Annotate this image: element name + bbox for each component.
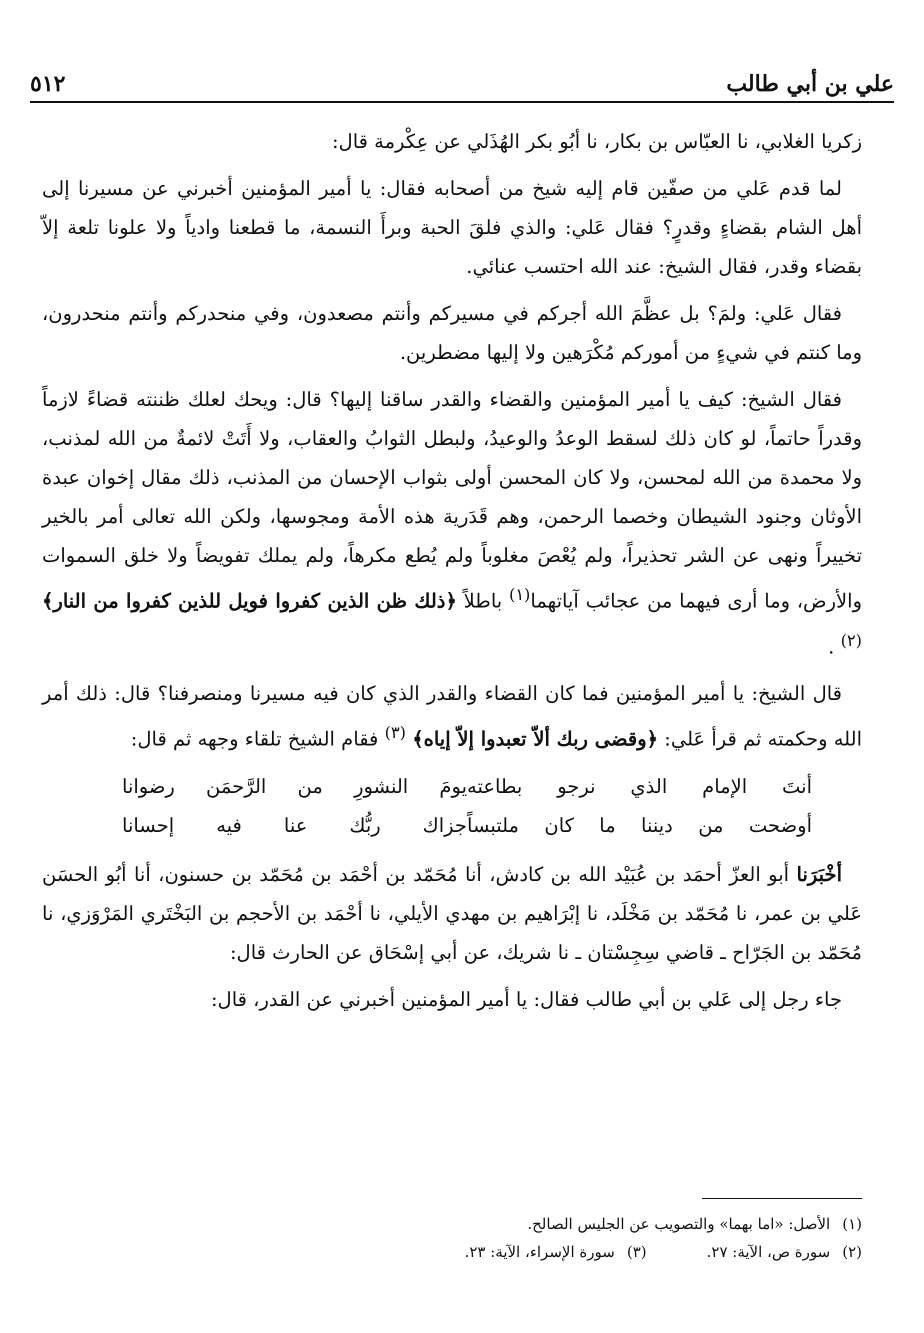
paragraph-text: باطلاً	[456, 589, 509, 613]
paragraph-text: فقام الشيخ تلقاء وجهه ثم قال:	[130, 727, 385, 751]
main-text	[42, 122, 862, 1027]
hemistich: جزاك ربُّك عنا فيه إحسانا	[122, 813, 467, 837]
poem	[42, 767, 862, 845]
paragraph-lead: أخْبَرَنا	[796, 862, 842, 886]
footnote-text: سورة ص، الآية: ٢٧.	[706, 1243, 831, 1261]
footnote-row	[42, 1238, 862, 1266]
quran-quote: ﴿وقضى ربك ألاّ تعبدوا إلاّ إياه﴾	[412, 727, 659, 751]
footnote	[707, 1238, 862, 1266]
footnote-number: (١)	[842, 1215, 862, 1233]
paragraph-text: .	[828, 635, 841, 658]
footnote-separator	[702, 1198, 862, 1199]
footnote	[42, 1210, 862, 1238]
footnote-number: (٢)	[842, 1243, 862, 1261]
hemistich: أنتَ الإمام الذي نرجو بطاعته	[467, 774, 812, 798]
paragraph	[42, 855, 862, 972]
paragraph	[42, 674, 862, 759]
hemistich: يومَ النشورِ من الرَّحمَن رضوانا	[122, 774, 467, 798]
footnote-ref: (٢)	[840, 630, 862, 650]
page-header	[30, 55, 894, 103]
paragraph: فقال عَلي: ولمَ؟ بل عظَّمَ الله أجركم في مسيركم وأنتم مصعدون، وفي منحدركم وأنتم منحدرون، وما كنتم في شيءٍ من أموركم مُكْرَهين ولا إليها مضطرين.	[42, 302, 862, 364]
paragraph: جاء رجل إلى عَلي بن أبي طالب فقال: يا أمير المؤمنين أخبرني عن القدر، قال:	[210, 987, 842, 1011]
paragraph	[42, 380, 862, 666]
footnote-number: (٣)	[626, 1243, 647, 1261]
verse-line	[42, 767, 862, 806]
paragraph: لما قدم عَلي من صفّين قام إليه شيخ من أصحابه فقال: يا أمير المؤمنين أخبرني عن مسيرنا إلى أهل الشام بقضاءٍ وقدرٍ؟ فقال عَلي: والذي فلقَ الحبة وبرأَ النسمة، ما قطعنا وادياً ولا علونا تلعة إلاّ بقضاء وقدر، فقال الشيخ: عند الله احتسب عنائي.	[42, 177, 862, 278]
paragraph-text: فقال الشيخ: كيف يا أمير المؤمنين والقضاء والقدر ساقنا إليها؟ قال: ويحك لعلك ظننته قضاءً لازماً وقدراً حاتماً، لو كان ذلك لسقط الوعدُ والوعيدُ، ولبطل الثوابُ والعقاب، ولا أَتَتْ لائمةٌ من الله لمذنب، ولا محمدة من الله لمحسن، ولا كان المحسن أولى بثواب الإحسان من المذنب، ذلك مقال إخوان عبدة الأوثان وجنود الشيطان وخصما الرحمن، وهم قَدَرية هذه الأمة ومجوسها، ولكن الله تعالى أمر بالخير تخييراً ونهى عن الشر تحذيراً، ولم يُعْصَ مغلوباً ولم يُطع مكرهاً، ولم يملك تفويضاً ولا خلق السموات والأرض، وما أرى فيهما من عجائب آياتهما	[42, 388, 863, 613]
quran-quote: ﴿ذلك ظن الذين كفروا فويل للذين كفروا من النار﴾	[42, 589, 457, 613]
running-title: علي بن أبي طالب	[726, 71, 894, 97]
footnote-text: سورة الإسراء، الآية: ٢٣.	[464, 1243, 615, 1261]
paragraph-text: قال الشيخ: يا أمير المؤمنين فما كان القضاء والقدر الذي كان فيه مسيرنا ومنصرفنا؟ قال: ذلك أمر الله وحكمته ثم قرأ عَلي:	[42, 682, 862, 751]
footnote	[465, 1238, 647, 1266]
footnote-ref: (٣)	[384, 723, 406, 742]
footnote-text: الأصل: «اما بهما» والتصويب عن الجليس الصالح.	[527, 1215, 831, 1233]
footnotes	[42, 1210, 862, 1266]
verse-line	[42, 806, 862, 845]
hemistich: أوضحت من ديننا ما كان ملتبساً	[467, 813, 812, 837]
paragraph-text: أبو العزّ أحمَد بن عُبَيْد الله بن كادش، أنا مُحَمّد بن أحْمَد بن مُحَمّد بن حسنون، أنا أبُو الحسَن عَلي بن عمر، نا مُحَمّد بن مَخْلَد، نا إبْرَاهيم بن مهدي الأيلي، نا أحْمَد بن الأحجم بن البَخْتَري المَرْوَزي، نا مُحَمّد بن الجَرّاح ـ قاضي سِجِسْتان ـ نا شريك، عن أبي إسْحَاق عن الحارث قال:	[42, 862, 862, 964]
page-number: ٥١٢	[30, 71, 66, 97]
footnote-ref: (١)	[508, 585, 531, 604]
paragraph: زكريا الغلابي، نا العبّاس بن بكار، نا أبُو بكر الهُذَلي عن عِكْرمة قال:	[331, 130, 862, 153]
